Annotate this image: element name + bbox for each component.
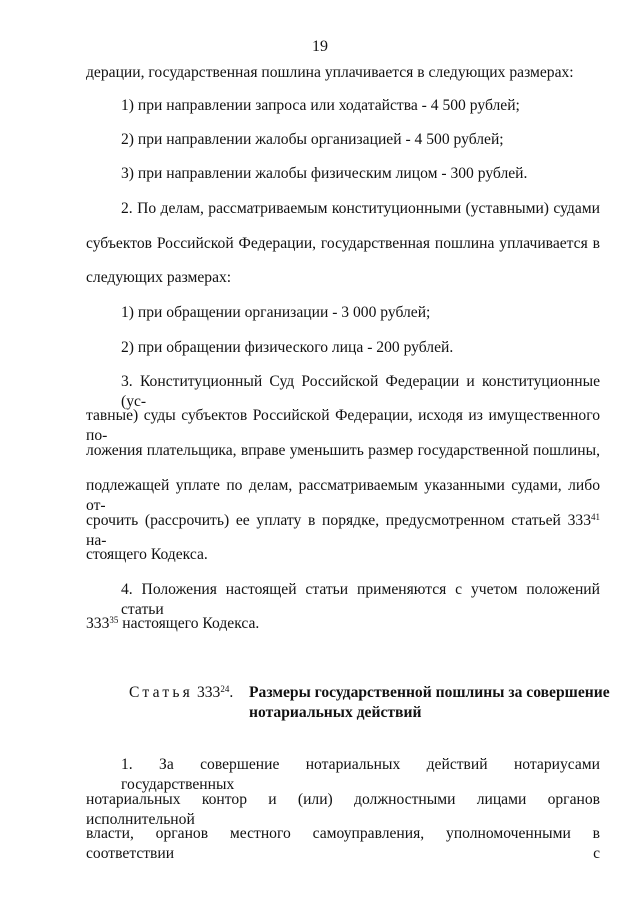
article-title: нотариальных действий [249,704,422,721]
paragraph-line: подлежащей уплате по делам, рассматриваемым указанными судами, либо от- [86,477,600,514]
superscript: 35 [109,615,119,625]
paragraph-line: 4. Положения настоящей статьи применяются с учетом положений статьи [121,581,600,618]
paragraph-line: следующих размерах: [86,269,232,286]
paragraph-line: $333^{35}$ настоящего Кодекса. [86,615,260,632]
article-title: Размеры государственной пошлины за совершение [249,684,610,701]
list-item: 1) при направлении запроса или ходатайства - 4 500 рублей; [121,97,520,114]
article-number: Статья $333^{24}$. [129,684,234,701]
list-item: 2) при обращении физического лица - 200 рублей. [121,339,454,356]
page-number: 19 [312,38,328,55]
paragraph-line: стоящего Кодекса. [86,546,208,563]
paragraph-line: 2. По делам, рассматриваемым конституционными (уставными) судами [121,200,600,217]
superscript: 41 [591,512,600,522]
paragraph-line: срочить (рассрочить) ее уплату в порядке, предусмотренном статьей $333^{41}$ на- [86,512,600,549]
superscript: 24 [220,684,230,694]
text-line: дерации, государственная пошлина уплачивается в следующих размерах: [86,64,574,81]
paragraph-line: тавные) суды субъектов Российской Федерации, исходя из имущественного по- [86,407,600,444]
list-item: 2) при направлении жалобы организацией - 4 500 рублей; [121,131,504,148]
paragraph-line: 3. Конституционный Суд Российской Федерации и конституционные (ус- [121,373,600,410]
list-item: 3) при направлении жалобы физическим лицом - 300 рублей. [121,165,528,182]
paragraph-line: власти, органов местного самоуправления, уполномоченными в соответствии с [86,825,600,862]
paragraph-line: ложения плательщика, вправе уменьшить размер государственной пошлины, [86,442,600,459]
paragraph-line: нотариальных контор и (или) должностными лицами органов исполнительной [86,791,600,828]
paragraph-line: 1. За совершение нотариальных действий нотариусами государственных [121,756,600,793]
paragraph-line: субъектов Российской Федерации, государственная пошлина уплачивается в [86,235,600,252]
list-item: 1) при обращении организации - 3 000 рублей; [121,304,431,321]
